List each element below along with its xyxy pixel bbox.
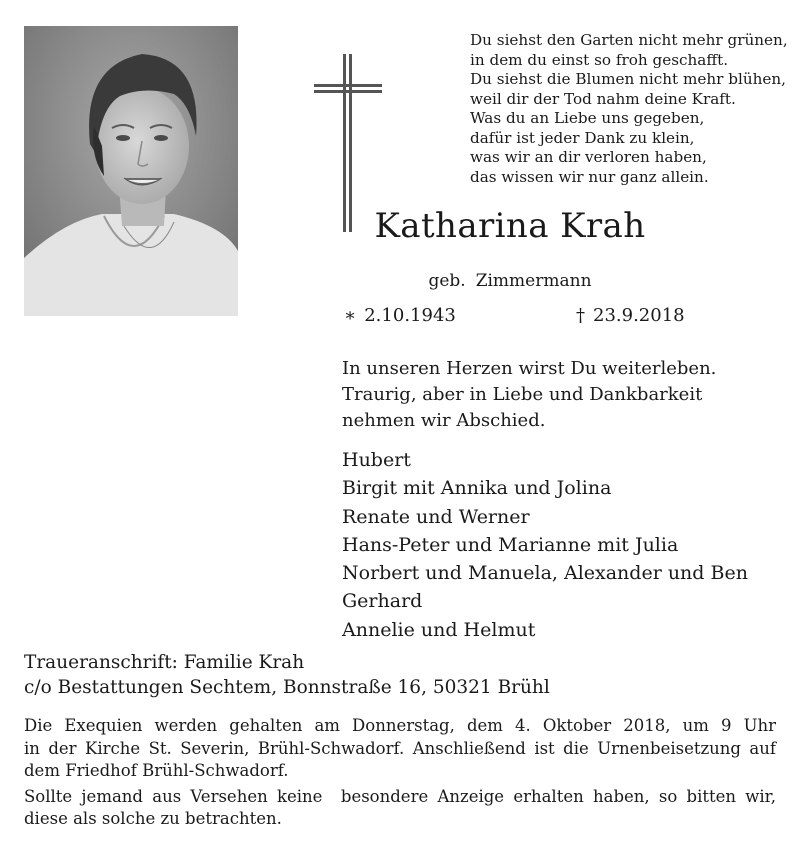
poem-line: Was du an Liebe uns gegeben, — [470, 109, 705, 127]
list-item: Gerhard — [342, 590, 423, 613]
poem-line: weil dir der Tod nahm deine Kraft. — [470, 89, 736, 108]
funeral-notice — [24, 715, 776, 831]
address-line: c/o Bestattungen Sechtem, Bonnstraße 16, 50321 Brühl — [24, 677, 550, 698]
notice-line: Sollte jemand aus Versehen keine besondere Anzeige erhalten haben, so bitten wir, — [24, 786, 776, 806]
birth-date: 2.10.1943 — [364, 305, 456, 326]
birth-date-line — [344, 305, 456, 326]
sentence-line: nehmen wir Abschied. — [342, 410, 546, 431]
poem-line: in dem du einst so froh geschafft. — [470, 50, 729, 69]
notice-line: in der Kirche St. Severin, Brühl-Schwadorf. Anschließend ist die Urnenbeisetzung auf — [24, 738, 776, 758]
notice-line: dem Friedhof Brühl-Schwadorf. — [24, 761, 289, 780]
mourning-address — [24, 650, 624, 700]
list-item: Renate und Werner — [342, 505, 530, 528]
address-line: Traueranschrift: Familie Krah — [24, 652, 305, 673]
poem-line: was wir an dir verloren haben, — [470, 148, 707, 166]
list-item: Birgit mit Annika und Jolina — [342, 477, 612, 500]
list-item: Norbert und Manuela, Alexander und Ben — [342, 562, 748, 585]
portrait-photo — [24, 26, 238, 316]
poem — [470, 31, 790, 187]
notice-line: diese als solche zu betrachten. — [24, 809, 282, 828]
portrait-photo-drawing — [24, 26, 238, 316]
notice-line: Die Exequien werden gehalten am Donnerstag, dem 4. Oktober 2018, um 9 Uhr — [24, 716, 776, 735]
maiden-name-line — [300, 271, 720, 291]
birth-star-icon: ∗ — [344, 305, 357, 326]
poem-line: das wissen wir nur ganz allein. — [470, 167, 709, 186]
list-item: Annelie und Helmut — [342, 618, 536, 641]
mourners-list — [342, 446, 792, 644]
maiden-name: Zimmermann — [475, 271, 592, 291]
sentence-line: In unseren Herzen wirst Du weiterleben. — [342, 358, 717, 379]
death-date: 23.9.2018 — [593, 305, 685, 326]
death-date-line — [576, 305, 685, 326]
poem-line: Du siehst den Garten nicht mehr grünen, — [470, 31, 788, 49]
poem-line: dafür ist jeder Dank zu klein, — [470, 128, 695, 147]
deceased-name: Katharina Krah — [374, 206, 646, 246]
death-dagger-icon: † — [576, 305, 585, 326]
list-item: Hans-Peter und Marianne mit Julia — [342, 533, 679, 556]
farewell-sentence — [342, 356, 782, 434]
nee-prefix: geb. — [428, 271, 466, 291]
poem-line: Du siehst die Blumen nicht mehr blühen, — [470, 70, 786, 88]
sentence-line: Traurig, aber in Liebe und Dankbarkeit — [342, 384, 703, 405]
list-item: Hubert — [342, 449, 411, 471]
